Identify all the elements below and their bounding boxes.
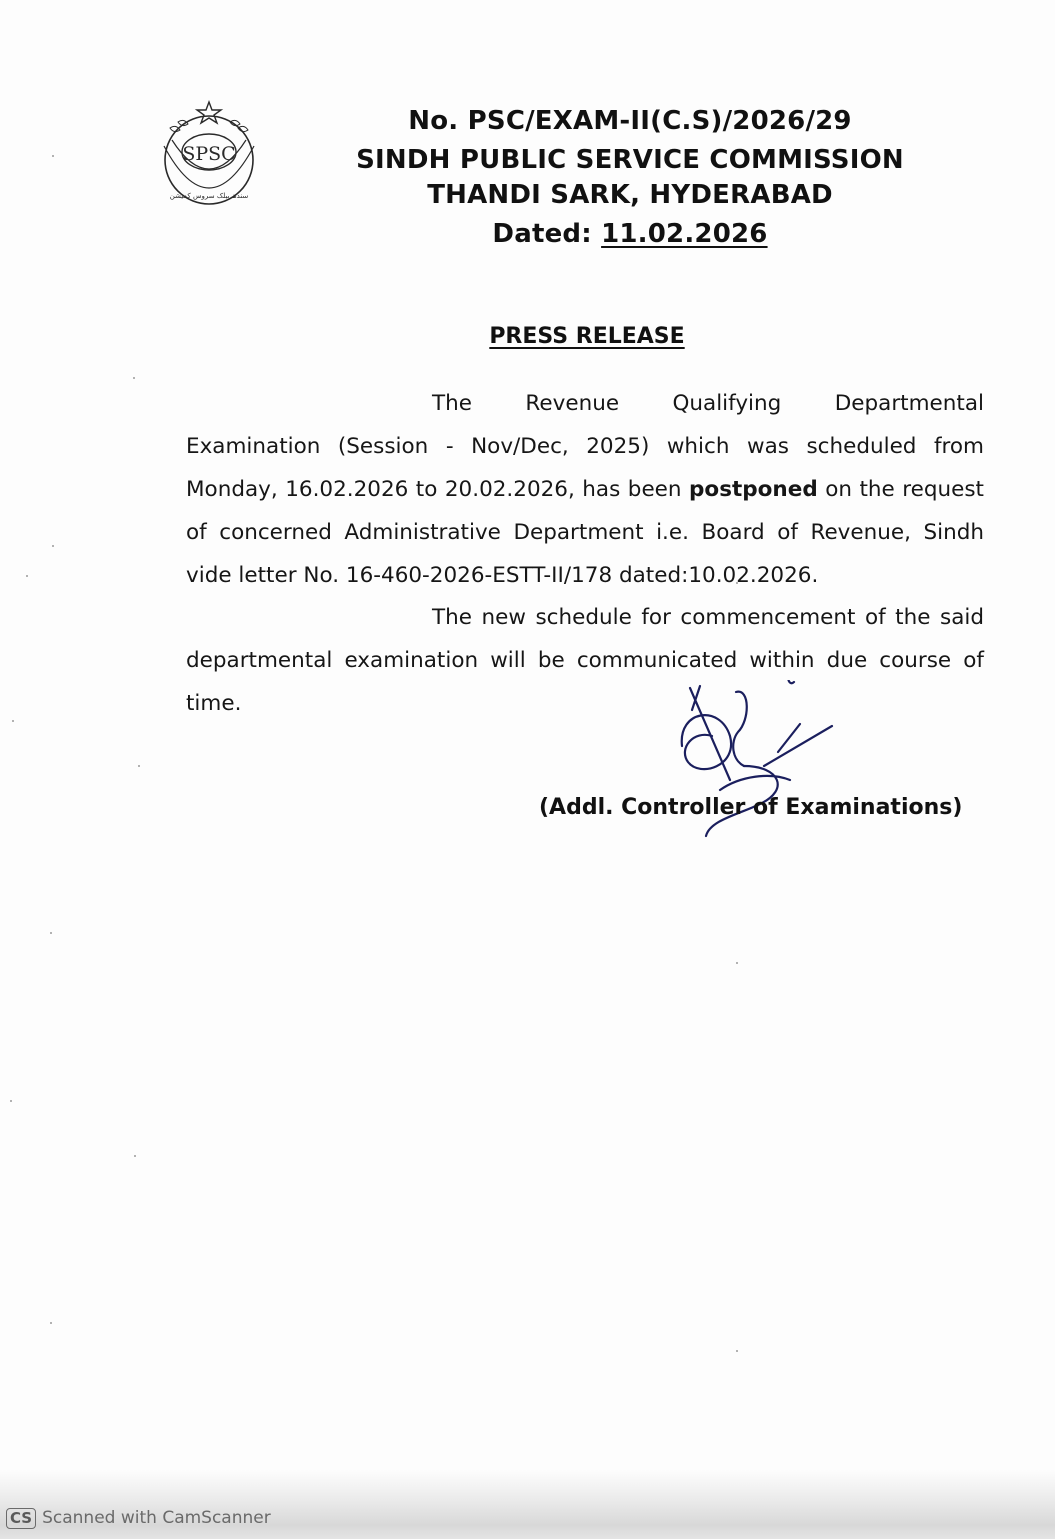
scan-speck <box>26 575 28 577</box>
scan-speck <box>133 377 135 379</box>
p2-text: The new schedule for commencement of the said departmental examination will be communicated within due course of time. <box>186 605 984 716</box>
logo-arc-text: سندھ پبلک سروس کمیشن <box>169 192 249 200</box>
scan-speck <box>134 1155 136 1157</box>
scan-speck <box>736 962 738 964</box>
date-label: Dated: <box>492 219 592 249</box>
spsc-logo <box>150 100 268 212</box>
p1-emphasis: postponed <box>689 477 818 502</box>
date-line <box>330 219 930 249</box>
scan-speck <box>52 155 54 157</box>
scan-speck <box>138 765 140 767</box>
p1-text-after: on the request of concerned Administrative Department i.e. Board of Revenue, Sindh vide letter No. 16-460-2026-ESTT-II/178 dated:10.02.2026. <box>186 477 984 588</box>
date-value: 11.02.2026 <box>601 219 768 249</box>
scan-speck <box>736 1350 738 1352</box>
reference-number: No. PSC/EXAM-II(C.S)/2026/29 <box>408 106 852 136</box>
logo-text: SPSC <box>182 143 236 165</box>
organization-address: THANDI SARK, HYDERABAD <box>427 180 833 210</box>
press-release-title: PRESS RELEASE <box>489 324 685 349</box>
scan-speck <box>12 720 14 722</box>
scan-speck <box>10 1100 12 1102</box>
signatory-designation: (Addl. Controller of Examinations) <box>539 795 963 820</box>
camscanner-badge: CS <box>6 1508 36 1529</box>
scan-speck <box>52 545 54 547</box>
scan-speck <box>50 1322 52 1324</box>
camscanner-text: Scanned with CamScanner <box>42 1508 271 1528</box>
scan-speck <box>50 932 52 934</box>
p1-text-before: The Revenue Qualifying Departmental Examination (Session - Nov/Dec, 2025) which was scheduled from Monday, 16.02.2026 to 20.02.2026, has been <box>186 391 984 502</box>
camscanner-watermark <box>6 1506 271 1530</box>
body-paragraph-1 <box>186 382 984 597</box>
spsc-seal-icon <box>150 100 268 212</box>
organization-name: SINDH PUBLIC SERVICE COMMISSION <box>356 145 904 175</box>
body-paragraph-2 <box>186 596 984 725</box>
